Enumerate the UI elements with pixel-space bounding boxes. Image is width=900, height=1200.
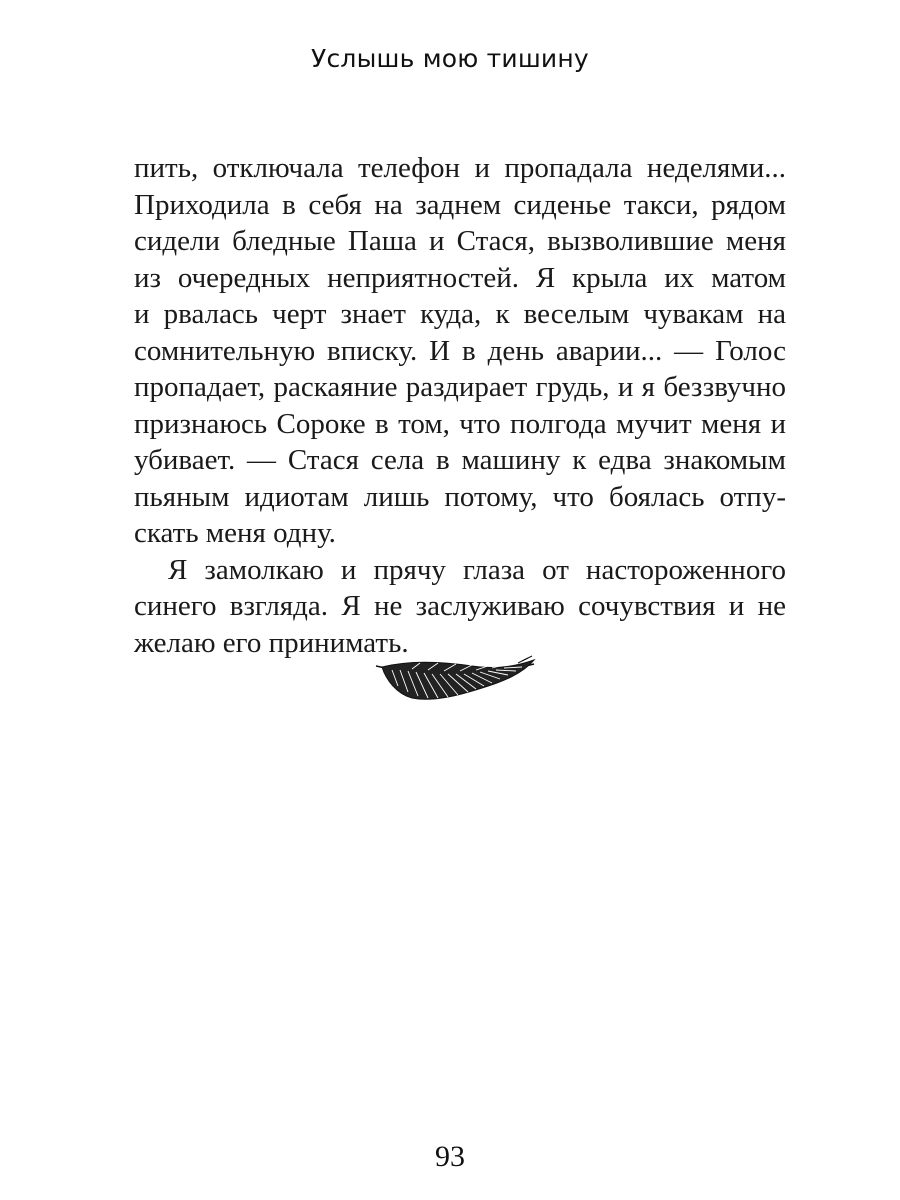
text-line: Я замолкаю и прячу глаза от настороженного (168, 553, 786, 586)
text-line: Приходила в себя на заднем сиденье такси, рядом (134, 188, 786, 221)
text-line: из очередных неприятностей. Я крыла их матом (134, 261, 786, 294)
feather-icon (372, 652, 538, 712)
text-line: сидели бледные Паша и Стася, вызволившие меня (134, 225, 786, 257)
text-line: признаюсь Сороке в том, что полгода мучит меня и (134, 407, 786, 440)
running-head-title: Услышь мою тишину (311, 44, 589, 73)
text-line: убивает. — Стася села в машину к едва знакомым (134, 444, 786, 476)
text-line: скать меня одну. (134, 517, 336, 549)
text-line: пить, отключала телефон и пропадала неделями... (134, 152, 786, 184)
text-line: желаю его принимать. (134, 626, 409, 659)
text-line: сомнительную вписку. И в день аварии... — Голос (134, 334, 786, 367)
page-number: 93 (435, 1140, 465, 1173)
text-line: и рвалась черт знает куда, к веселым чувакам на (134, 298, 786, 330)
text-line: пьяным идиотам лишь потому, что боялась отпу- (134, 480, 786, 513)
text-line: синего взгляда. Я не заслуживаю сочувствия и не (134, 590, 786, 622)
body-text (134, 150, 786, 661)
text-line: пропадает, раскаяние раздирает грудь, и я беззвучно (134, 371, 786, 403)
